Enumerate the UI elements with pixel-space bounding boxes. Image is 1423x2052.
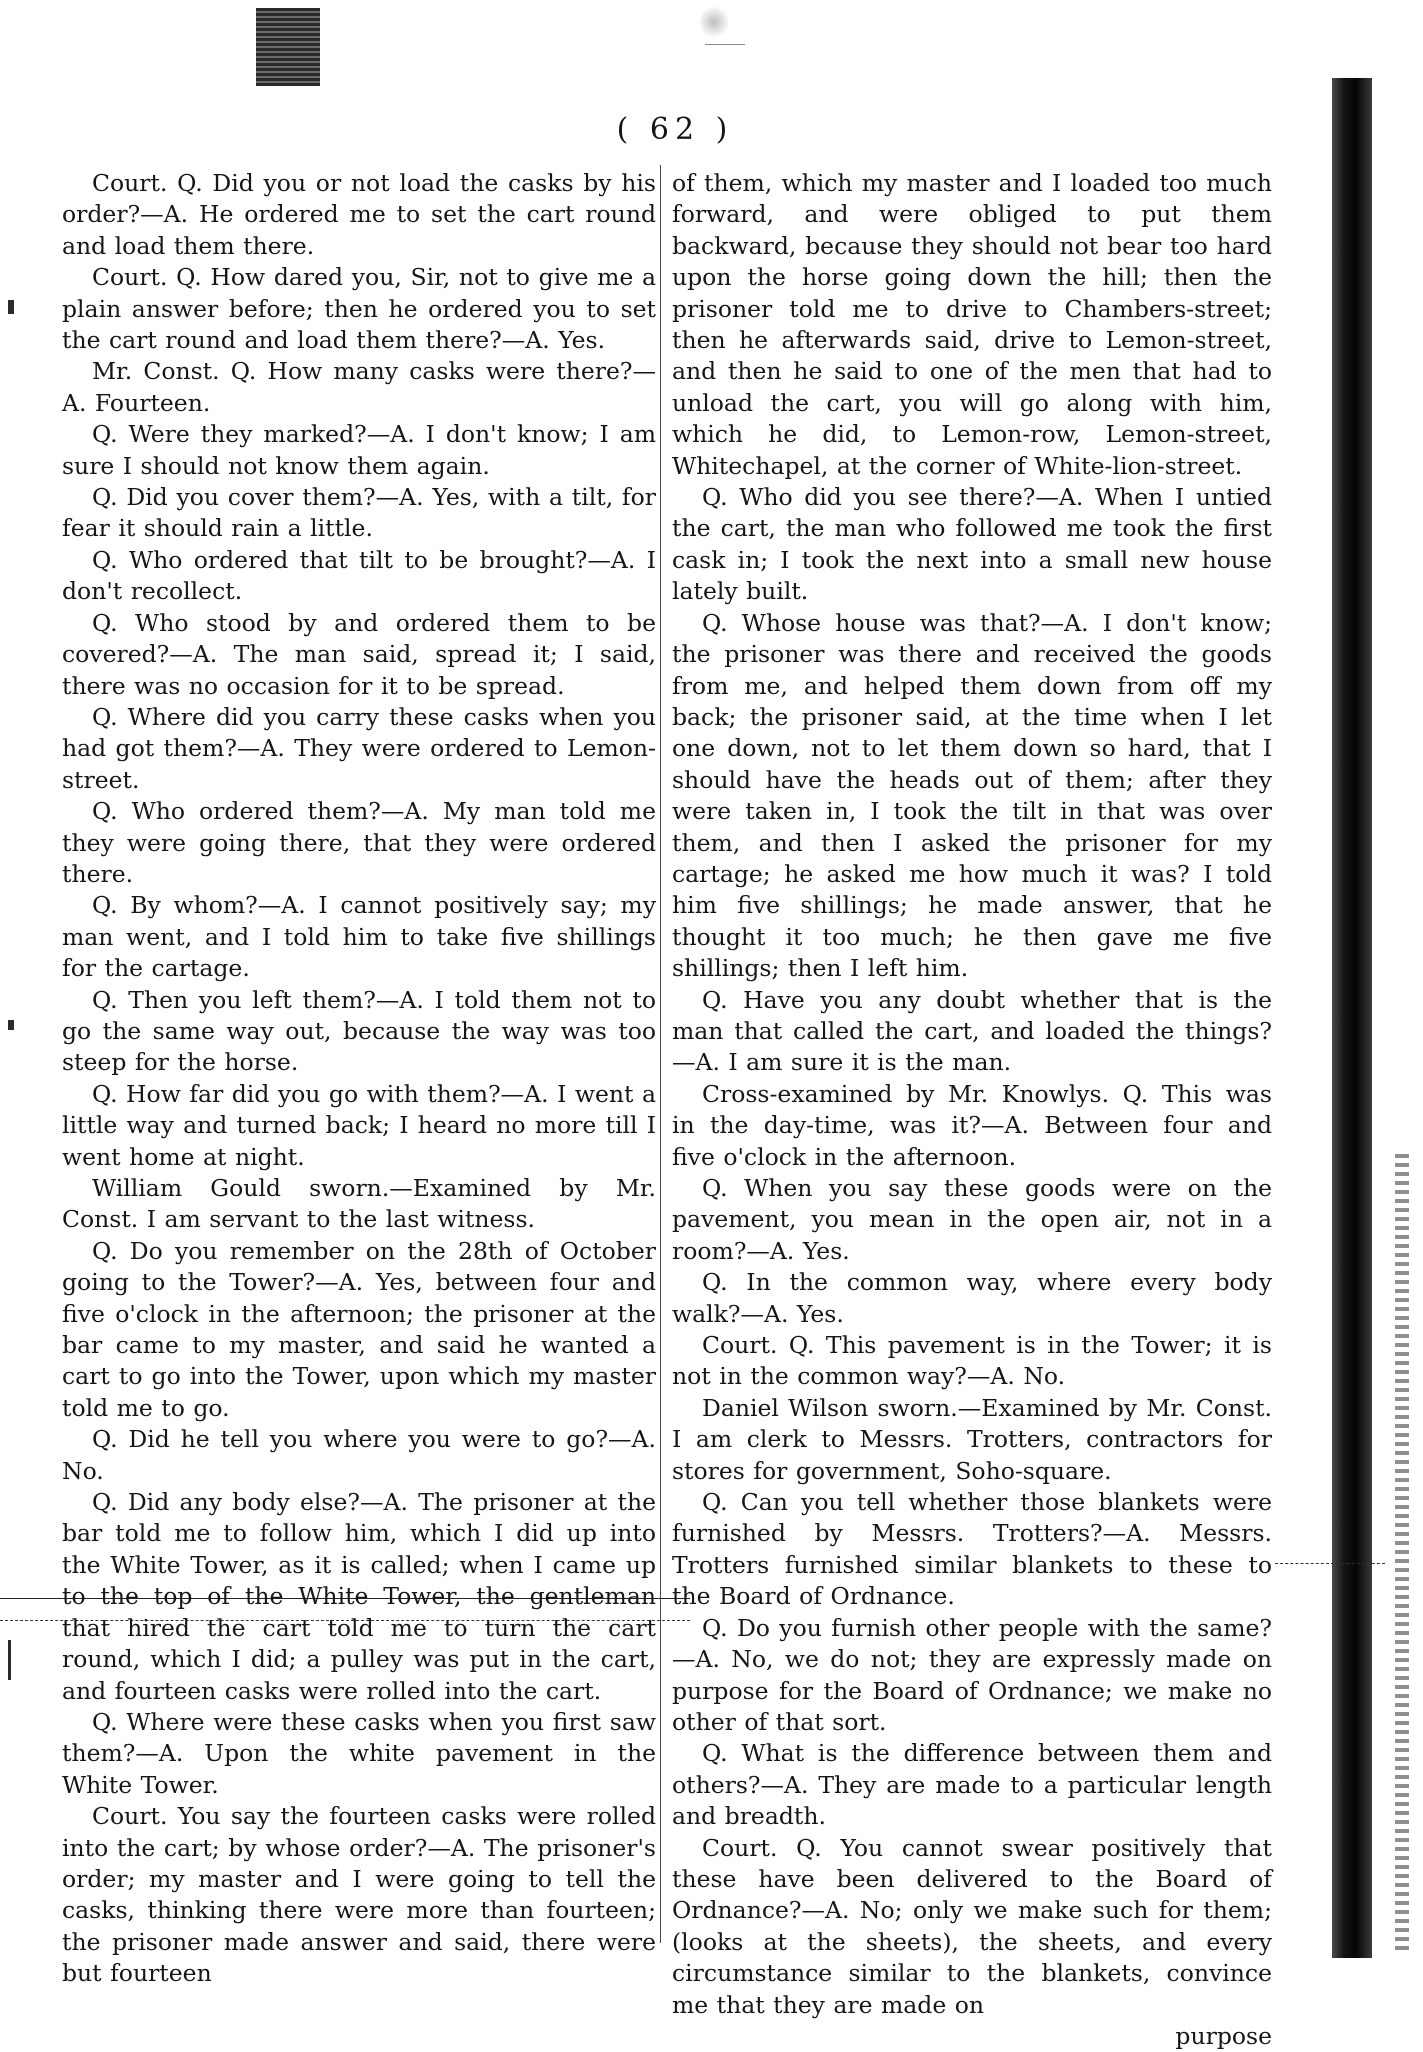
paragraph: Q. Then you left them?—A. I told them not to go the same way out, because the way was too steep for the horse. [62,985,656,1077]
right-column [672,168,1272,2052]
paragraph: Mr. Const. Q. How many casks were there?—A. Fourteen. [62,357,656,417]
paragraph: Q. Who did you see there?—A. When I untied the cart, the man who followed me took the first cask in; I took the next into a small new house lately built. [672,483,1272,606]
page-binding-shadow [1332,78,1372,1958]
column-divider [660,165,661,1943]
paragraph: Court. Q. You cannot swear positively that these have been delivered to the Board of Ordnance?—A. No; only we make such for them; (looks at the sheets), the sheets, and every circumstance similar to the blankets, convince me that they are made on [672,1833,1272,2019]
paragraph: Q. Do you furnish other people with the same?—A. No, we do not; they are expressly made on purpose for the Board of Ordnance; we make no other of that sort. [672,1613,1272,1736]
paragraph: Q. Where did you carry these casks when you had got them?—A. They were ordered to Lemon-street. [62,702,656,794]
paragraph: Q. Who ordered that tilt to be brought?—A. I don't recollect. [62,545,656,606]
catchword: purpose [1175,2021,1272,2050]
margin-mark [8,300,14,314]
paragraph: Court. Q. Did you or not load the casks by his order?—A. He ordered me to set the cart round and load them there. [62,169,656,260]
paragraph: Q. Did any body else?—A. The prisoner at the bar told me to follow him, which I did up into the White Tower, as it is called; when I came up to the top of the White Tower, the gentleman that hired the cart told me to turn the cart round, which I did; a pulley was put in the cart, and fourteen casks were rolled into the cart. [62,1488,656,1705]
paragraph: Q. Who stood by and ordered them to be covered?—A. The man said, spread it; I said, there was no occasion for it to be spread. [62,608,656,700]
paragraph: Q. By whom?—A. I cannot positively say; my man went, and I told him to take five shillings for the cartage. [62,891,656,983]
paragraph: Q. How far did you go with them?—A. I went a little way and turned back; I heard no more till I went home at night. [62,1079,656,1171]
paragraph: Court. You say the fourteen casks were rolled into the cart; by whose order?—A. The prisoner's order; my master and I were going to tell the casks, thinking there were more than fourteen; the prisoner made answer and said, there were but fourteen [62,1802,656,1988]
cross-examination-paragraph: Cross-examined by Mr. Knowlys. Q. This was in the day-time, was it?—A. Between four and five o'clock in the afternoon. [672,1079,1272,1171]
paragraph: of them, which my master and I loaded too much forward, and were obliged to put them backward, because they should not bear too hard upon the horse going down the hill; then the prisoner told me to drive to Chambers-street; then he afterwards said, drive to Lemon-street, and then he said to one of the men that had to unload the cart, you will go along with him, which he did, to Lemon-row, Lemon-street, Whitechapel, at the corner of White-lion-street. [672,169,1272,480]
paragraph: Q. Can you tell whether those blankets were furnished by Messrs. Trotters?—A. Messrs. Trotters furnished similar blankets to these to the Board of Ordnance. [672,1488,1272,1611]
paragraph: Q. Do you remember on the 28th of October going to the Tower?—A. Yes, between four and five o'clock in the afternoon; the prisoner at the bar came to my master, and said he wanted a cart to go into the Tower, upon which my master told me to go. [62,1236,656,1422]
scan-artifact-line [705,44,745,45]
paragraph: Q. What is the difference between them and others?—A. They are made to a particular length and breadth. [672,1739,1272,1831]
margin-mark [8,1020,14,1030]
paragraph: Court. Q. How dared you, Sir, not to give me a plain answer before; then he ordered you to set the cart round and load them there?—A. Yes. [62,263,656,355]
page-number: ( 62 ) [616,112,734,147]
paragraph: Q. Whose house was that?—A. I don't know; the prisoner was there and received the goods from me, and helped them down from off my back; the prisoner said, at the time when I let one down, not to let them down so hard, that I should have the heads out of them; after they were taken in, I took the tilt in that was over them, and then I asked the prisoner for my cartage; he asked me how much it was? I told him five shillings; he made answer, that he thought it too much; he then gave me five shillings; then I left him. [672,608,1272,983]
scan-artifact-rule [1275,1563,1385,1564]
paragraph: Q. Did he tell you where you were to go?—A. No. [62,1425,656,1485]
paragraph: Q. Were they marked?—A. I don't know; I am sure I should not know them again. [62,420,656,480]
paragraph: Q. Who ordered them?—A. My man told me they were going there, that they were ordered there. [62,797,656,888]
paragraph: Q. In the common way, where every body walk?—A. Yes. [672,1268,1272,1328]
left-column [62,168,656,1990]
scan-artifact-smudge [700,4,728,40]
page-edge-fringe [1395,1150,1409,1950]
margin-mark [8,1640,11,1680]
witness-heading-paragraph: Daniel Wilson sworn.—Examined by Mr. Const. I am clerk to Messrs. Trotters, contractors for stores for government, Soho-square. [672,1393,1272,1485]
paragraph: Court. Q. This pavement is in the Tower; it is not in the common way?—A. No. [672,1331,1272,1391]
paragraph: Q. Where were these casks when you first saw them?—A. Upon the white pavement in the White Tower. [62,1707,656,1799]
paragraph: Q. Did you cover them?—A. Yes, with a tilt, for fear it should rain a little. [62,483,656,543]
paragraph: Q. Have you any doubt whether that is the man that called the cart, and loaded the things?—A. I am sure it is the man. [672,985,1272,1077]
paragraph: Q. When you say these goods were on the pavement, you mean in the open air, not in a room?—A. Yes. [672,1174,1272,1265]
scan-artifact-block [256,8,320,86]
witness-heading-paragraph: William Gould sworn.—Examined by Mr. Const. I am servant to the last witness. [62,1174,656,1234]
